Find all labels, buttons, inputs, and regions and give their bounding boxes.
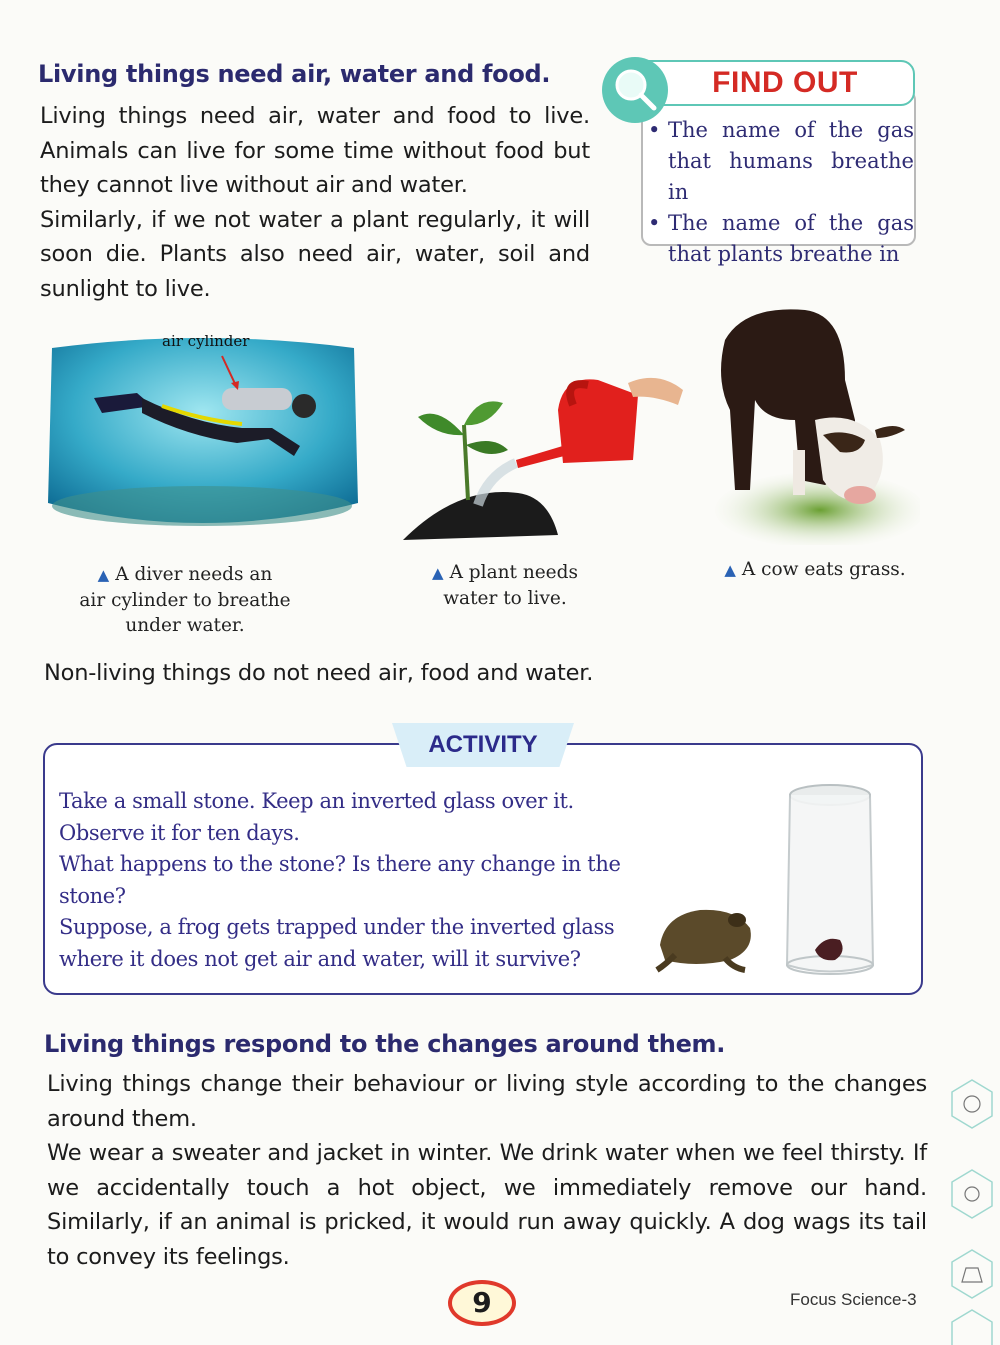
section-heading-needs: Living things need air, water and food. xyxy=(38,60,551,88)
diver-caption xyxy=(50,562,320,638)
paragraph-1: Living things need air, water and food to live. Animals can live for some time without food but they cannot live without air and water. xyxy=(40,103,590,198)
find-out-item: • The name of the gas that humans breathe in xyxy=(646,115,914,208)
plant-caption-line1: A plant needs xyxy=(449,562,578,583)
non-living-text: Non-living things do not need air, food and water. xyxy=(44,660,594,686)
find-out-item: • The name of the gas that plants breathe in xyxy=(646,208,914,270)
cow-caption-line1: A cow eats grass. xyxy=(741,559,906,580)
book-title-footer: Focus Science-3 xyxy=(790,1290,917,1309)
frog-and-glass-image xyxy=(655,780,880,980)
activity-text xyxy=(59,786,624,975)
find-out-title: FIND OUT xyxy=(712,66,858,99)
section2-body xyxy=(47,1067,927,1274)
diver-caption-line2: air cylinder to breathe xyxy=(79,590,291,611)
cow-image xyxy=(705,300,920,545)
diver-image xyxy=(42,328,364,538)
watering-can xyxy=(516,379,638,468)
triangle-bullet-icon: ▲ xyxy=(724,561,736,579)
triangle-bullet-icon: ▲ xyxy=(432,564,444,582)
activity-title: ACTIVITY xyxy=(428,731,538,758)
plant-watering-image xyxy=(398,365,688,545)
activity-line: Observe it for ten days. xyxy=(59,820,300,845)
air-cylinder-label: air cylinder xyxy=(162,332,250,350)
activity-line: What happens to the stone? Is there any change in the stone? xyxy=(59,852,621,908)
diver-caption-line1: A diver needs an xyxy=(115,564,273,585)
section1-body xyxy=(40,99,590,306)
paragraph-2: Similarly, if we not water a plant regularly, it will soon die. Plants also need air, water, soil and sunlight to live. xyxy=(40,206,590,302)
paragraph-3: Living things change their behaviour or living style according to the changes around them. xyxy=(47,1071,927,1132)
page-number: 9 xyxy=(448,1280,516,1326)
plant-caption xyxy=(405,560,605,611)
paragraph-4: We wear a sweater and jacket in winter. We drink water when we feel thirsty. If we accidentally touch a hot object, we immediately remove our hand. Similarly, if an animal is pricked, it would run away quickly. A dog wags its tail to convey its feelings. xyxy=(47,1140,927,1270)
activity-line: Suppose, a frog gets trapped under the inverted glass where it does not get air and water, will it survive? xyxy=(59,915,615,971)
triangle-bullet-icon: ▲ xyxy=(97,566,110,584)
section-heading-respond: Living things respond to the changes around them. xyxy=(44,1030,726,1058)
activity-line: Take a small stone. Keep an inverted glass over it. xyxy=(59,789,574,813)
cow-caption xyxy=(700,557,930,583)
find-out-list xyxy=(646,115,914,270)
diver-caption-line3: under water. xyxy=(125,615,245,636)
plant-caption-line2: water to live. xyxy=(443,588,567,609)
frog-figure xyxy=(657,910,751,970)
